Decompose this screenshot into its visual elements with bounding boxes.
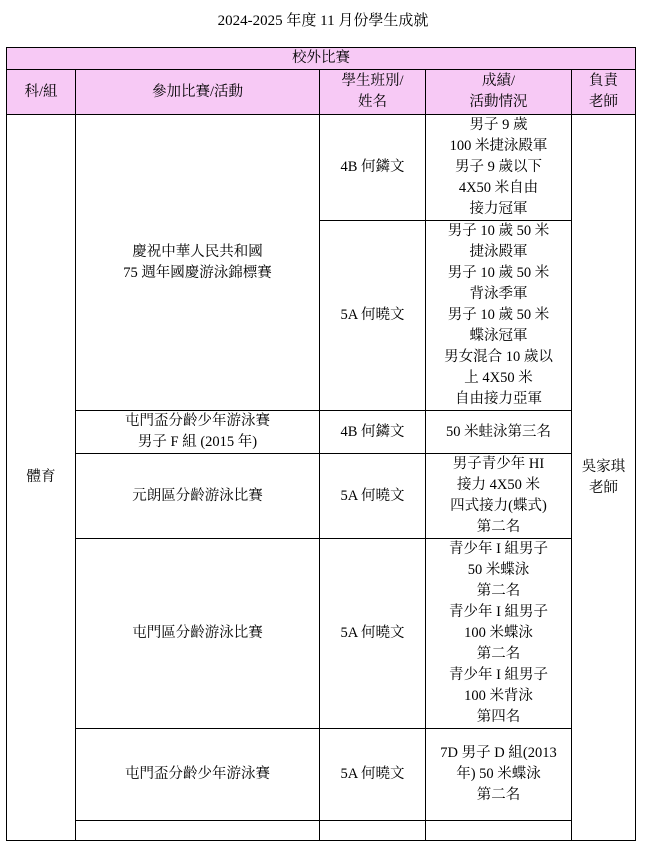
table-row [7, 411, 636, 454]
subject-cell: 體育 [7, 115, 76, 841]
student-cell: 5A 何曉文 [320, 539, 426, 729]
result-line: 背泳季軍 [469, 286, 528, 302]
result-line: 4X50 米自由 [458, 180, 539, 196]
result-line: 青少年 I 組男子 [448, 667, 549, 683]
section-header: 校外比賽 [7, 48, 636, 70]
table-row [7, 539, 636, 729]
result-cell [426, 221, 572, 411]
table-row [7, 454, 636, 539]
result-line: 蝶泳冠軍 [469, 328, 528, 344]
result-line: 自由接力亞軍 [455, 391, 542, 407]
result-line: 接力 4X50 米 [457, 477, 540, 493]
event-line: 慶祝中華人民共和國 [132, 243, 263, 260]
student-cell: 5A 何曉文 [320, 454, 426, 539]
event-line: 元朗區分齡游泳比賽 [132, 487, 263, 504]
event-line: 屯門盃分齡少年游泳賽 [125, 766, 270, 782]
event-cell [76, 539, 320, 729]
event-line: 75 週年國慶游泳錦標賽 [123, 264, 272, 281]
result-line: 50 米蛙泳第三名 [445, 423, 552, 440]
student-cell: 4B 何鏻文 [320, 115, 426, 221]
student-cell: 4B 何鏻文 [320, 411, 426, 454]
header-line: 學生班別/ [341, 73, 404, 89]
column-header-event: 參加比賽/活動 [76, 70, 320, 115]
event-cell [76, 115, 320, 411]
result-line: 四式接力(蝶式) [450, 498, 547, 514]
result-line: 50 米蝶泳 [467, 562, 530, 578]
teacher-line: 老師 [589, 479, 619, 496]
result-line: 青少年 I 組男子 [448, 604, 549, 620]
achievements-table [6, 47, 636, 841]
result-cell [426, 115, 572, 221]
column-header-teacher [572, 70, 636, 115]
table-row [7, 115, 636, 221]
column-header-student [320, 70, 426, 115]
result-line: 第二名 [476, 519, 521, 535]
header-line: 負責 [589, 73, 619, 89]
event-cell [76, 729, 320, 821]
result-cell [426, 729, 572, 821]
teacher-cell [572, 115, 636, 841]
result-cell [426, 539, 572, 729]
result-line: 100 米捷泳殿軍 [449, 138, 548, 154]
header-line: 姓名 [358, 94, 387, 110]
result-line: 7D 男子 D 組(2013 [440, 745, 557, 761]
result-line: 第二名 [476, 787, 521, 803]
result-line: 青少年 I 組男子 [448, 541, 549, 557]
student-cell: 5A 何曉文 [320, 729, 426, 821]
result-line: 男子 9 歲以下 [455, 159, 542, 175]
result-line: 男子青少年 HI [452, 456, 545, 472]
result-cell [426, 454, 572, 539]
header-line: 活動情況 [469, 94, 528, 110]
result-line: 男子 10 歲 50 米 [447, 307, 550, 323]
document-title: 2024-2025 年度 11 月份學生成就 [217, 13, 429, 29]
column-header-result [426, 70, 572, 115]
event-line: 男子 F 組 (2015 年) [137, 434, 258, 450]
table-row [7, 729, 636, 821]
result-line: 男女混合 10 歲以 [444, 349, 553, 365]
event-cell [76, 411, 320, 454]
result-line: 男子 10 歲 50 米 [447, 223, 550, 239]
result-line: 100 米背泳 [464, 688, 533, 704]
result-line: 第二名 [476, 646, 521, 662]
column-header-subject: 科/組 [7, 70, 76, 115]
student-cell: 5A 何曉文 [320, 221, 426, 411]
header-line: 成績/ [481, 73, 516, 89]
result-line: 年) 50 米蝶泳 [456, 766, 541, 782]
result-line: 第二名 [476, 583, 521, 599]
result-line: 100 米蝶泳 [464, 625, 533, 641]
result-line: 上 4X50 米 [464, 370, 533, 386]
result-line: 男子 9 歲 [469, 117, 528, 133]
header-line: 老師 [589, 94, 619, 110]
event-line: 屯門盃分齡少年游泳賽 [125, 413, 270, 429]
result-line: 第四名 [476, 709, 521, 725]
result-line: 男子 10 歲 50 米 [447, 265, 550, 281]
event-cell [76, 454, 320, 539]
teacher-line: 吳家琪 [581, 458, 626, 475]
result-cell [426, 411, 572, 454]
result-line: 捷泳殿軍 [469, 244, 528, 260]
result-line: 接力冠軍 [469, 201, 528, 217]
event-line: 屯門區分齡游泳比賽 [132, 625, 263, 641]
